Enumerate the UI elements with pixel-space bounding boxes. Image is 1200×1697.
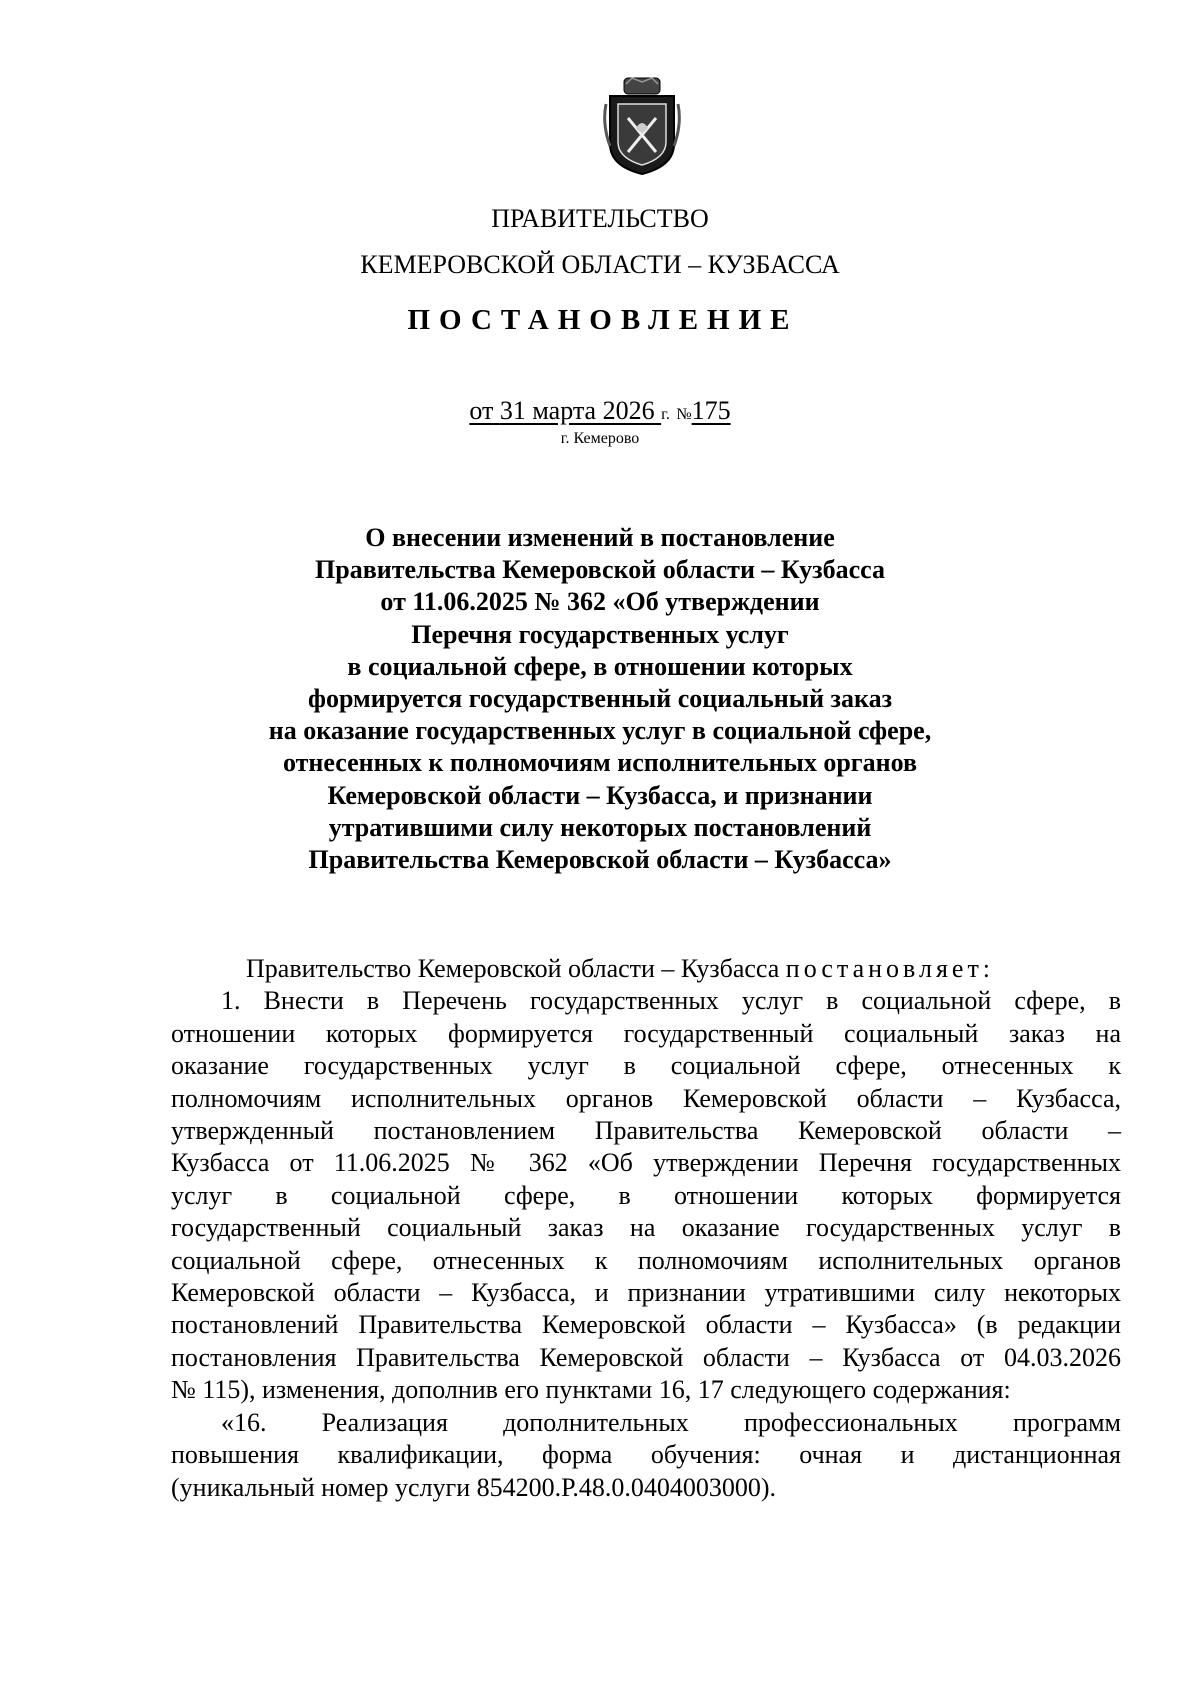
paragraph-line: № 115), изменения, дополнив его пунктами 16, 17 следующего содержания: bbox=[171, 1375, 1011, 1405]
paragraph-line: отношении которых формируется государственный социальный заказ на bbox=[171, 1018, 1121, 1048]
title-line: отнесенных к полномочиям исполнительных органов bbox=[282, 748, 917, 778]
paragraph-line: повышения квалификации, форма обучения: очная и дистанционная bbox=[171, 1440, 1121, 1470]
paragraph-line: Кузбасса от 11.06.2025 № 362 «Об утверждении Перечня государственных bbox=[171, 1148, 1121, 1178]
government-name-line2: КЕМЕРОВСКОЙ ОБЛАСТИ – КУЗБАССА bbox=[360, 250, 840, 279]
document-type-heading: ПОСТАНОВЛЕНИЕ bbox=[407, 304, 799, 336]
date-prefix: от bbox=[469, 396, 494, 425]
number-sign: № bbox=[676, 406, 692, 423]
paragraph-line: Кемеровской области – Кузбасса, и признании утратившими силу некоторых bbox=[171, 1278, 1121, 1308]
decree-number: 175 bbox=[691, 396, 731, 425]
paragraph-line: «16. Реализация дополнительных профессиональных программ bbox=[221, 1407, 1121, 1437]
paragraph-line: постановлений Правительства Кемеровской области – Кузбасса» (в редакции bbox=[171, 1310, 1121, 1340]
coat-of-arms-emblem bbox=[602, 74, 682, 178]
title-line: Правительства Кемеровской области – Кузбасса» bbox=[308, 845, 892, 875]
title-line: утратившими силу некоторых постановлений bbox=[328, 812, 872, 842]
paragraph-line: (уникальный номер услуги 854200.Р.48.0.0404003000). bbox=[171, 1472, 776, 1502]
decree-date-line bbox=[0, 396, 1200, 426]
date-value: 31 марта 2026 bbox=[499, 396, 655, 425]
decree-title bbox=[170, 522, 1030, 876]
title-line: на оказание государственных услуг в социальной сфере, bbox=[268, 716, 932, 746]
title-line: Кемеровской области – Кузбасса, и признании bbox=[327, 780, 873, 810]
government-name-line1: ПРАВИТЕЛЬСТВО bbox=[491, 204, 709, 233]
paragraph-line: полномочиям исполнительных органов Кемеровской области – Кузбасса, bbox=[171, 1083, 1121, 1113]
paragraph-line: социальной сфере, отнесенных к полномочиям исполнительных органов bbox=[171, 1245, 1121, 1275]
year-suffix: г. bbox=[661, 406, 670, 423]
title-line: формируется государственный социальный заказ bbox=[307, 684, 893, 714]
preamble bbox=[171, 953, 1121, 985]
paragraph-line: утвержденный постановлением Правительства Кемеровской области – bbox=[171, 1116, 1121, 1146]
paragraph-line: 1. Внести в Перечень государственных услуг в социальной сфере, в bbox=[221, 986, 1121, 1016]
title-line: О внесении изменений в постановление bbox=[365, 523, 835, 552]
paragraph-line: оказание государственных услуг в социальной сфере, отнесенных к bbox=[171, 1051, 1121, 1081]
city-name: г. Кемерово bbox=[560, 430, 640, 447]
title-line: Перечня государственных услуг bbox=[411, 619, 789, 649]
date-text bbox=[469, 396, 661, 425]
paragraph-line: государственный социальный заказ на оказание государственных услуг в bbox=[171, 1213, 1121, 1243]
title-line: Правительства Кемеровской области – Кузбасса bbox=[315, 555, 885, 585]
paragraph-line: постановления Правительства Кемеровской области – Кузбасса от 04.03.2026 bbox=[171, 1342, 1121, 1372]
title-line: от 11.06.2025 № 362 «Об утверждении bbox=[380, 587, 820, 617]
title-line: в социальной сфере, в отношении которых bbox=[347, 651, 853, 681]
decree-body bbox=[171, 953, 1121, 1504]
preamble-text: Правительство Кемеровской области – Кузбасса bbox=[246, 954, 780, 983]
preamble-verb: постановляет: bbox=[785, 954, 995, 983]
paragraph-line: услуг в социальной сфере, в отношении которых формируется bbox=[171, 1180, 1121, 1210]
